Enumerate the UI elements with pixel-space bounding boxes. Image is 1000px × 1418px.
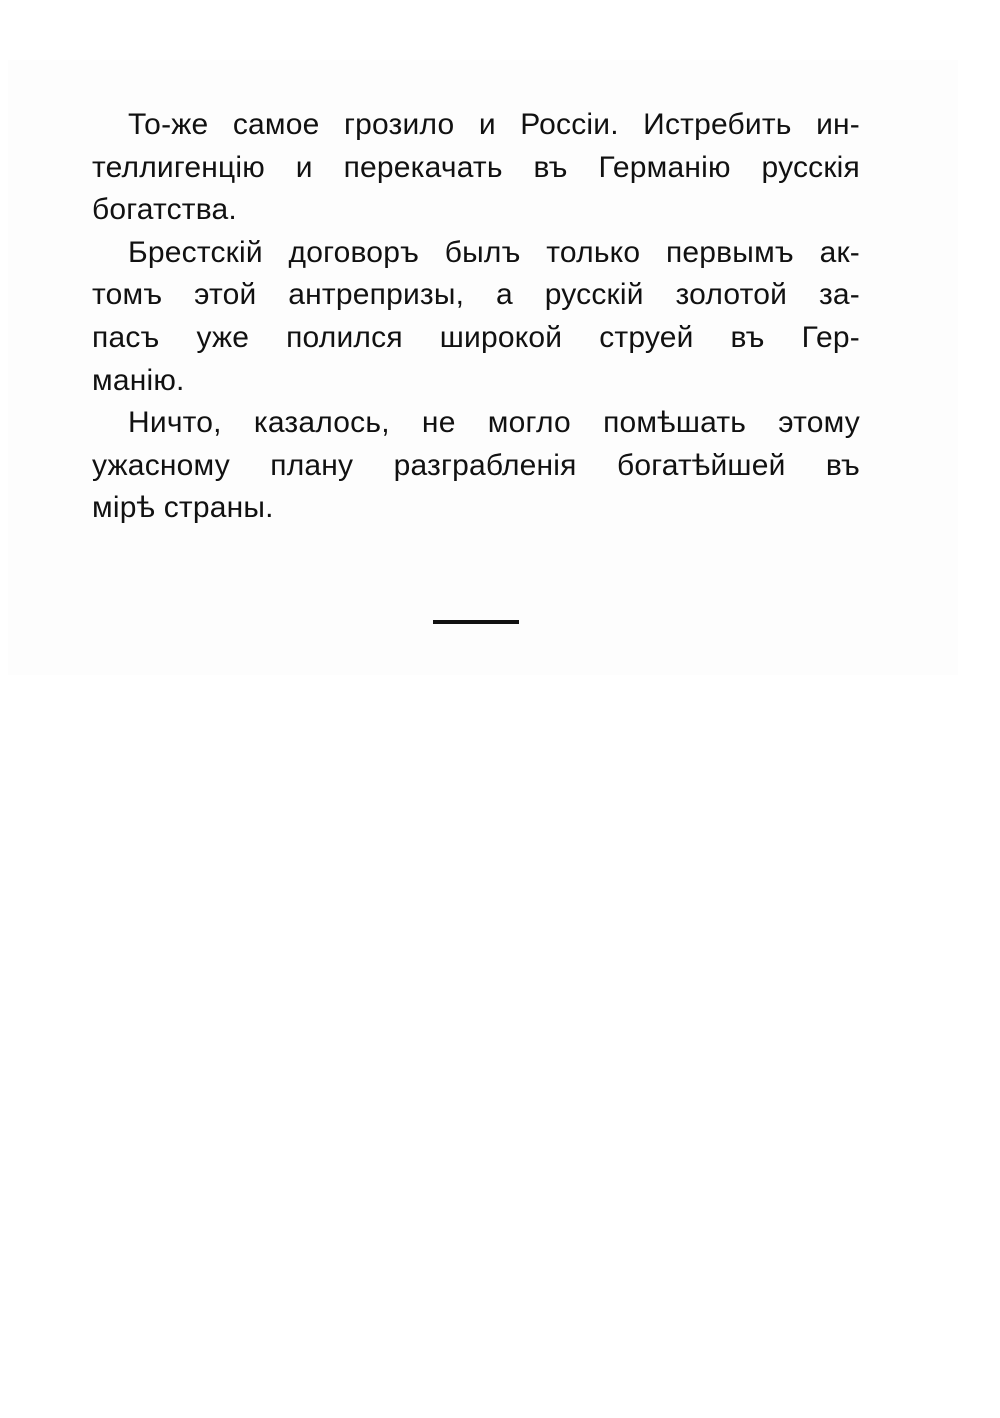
text-line: То-же самое грозило и Россіи. Истребить ин- (128, 108, 860, 141)
text-line: ужасному плану разграбленія богатѣйшей въ (92, 448, 860, 482)
text-line: мірѣ страны. (92, 491, 274, 525)
text-line: богатства. (92, 193, 237, 227)
section-end-rule (433, 620, 519, 624)
body-text (92, 104, 860, 530)
text-line: теллигенцію и перекачать въ Германію русскія (92, 150, 860, 184)
text-line: манію. (92, 363, 185, 397)
text-line: пасъ уже полился широкой струей въ Гер- (92, 320, 860, 354)
text-line: Брестскій договоръ былъ только первымъ ак- (128, 235, 860, 269)
text-line: Ничто, казалось, не могло помѣшать этому (128, 406, 860, 440)
text-line: томъ этой антрепризы, а русскій золотой за- (92, 278, 860, 312)
